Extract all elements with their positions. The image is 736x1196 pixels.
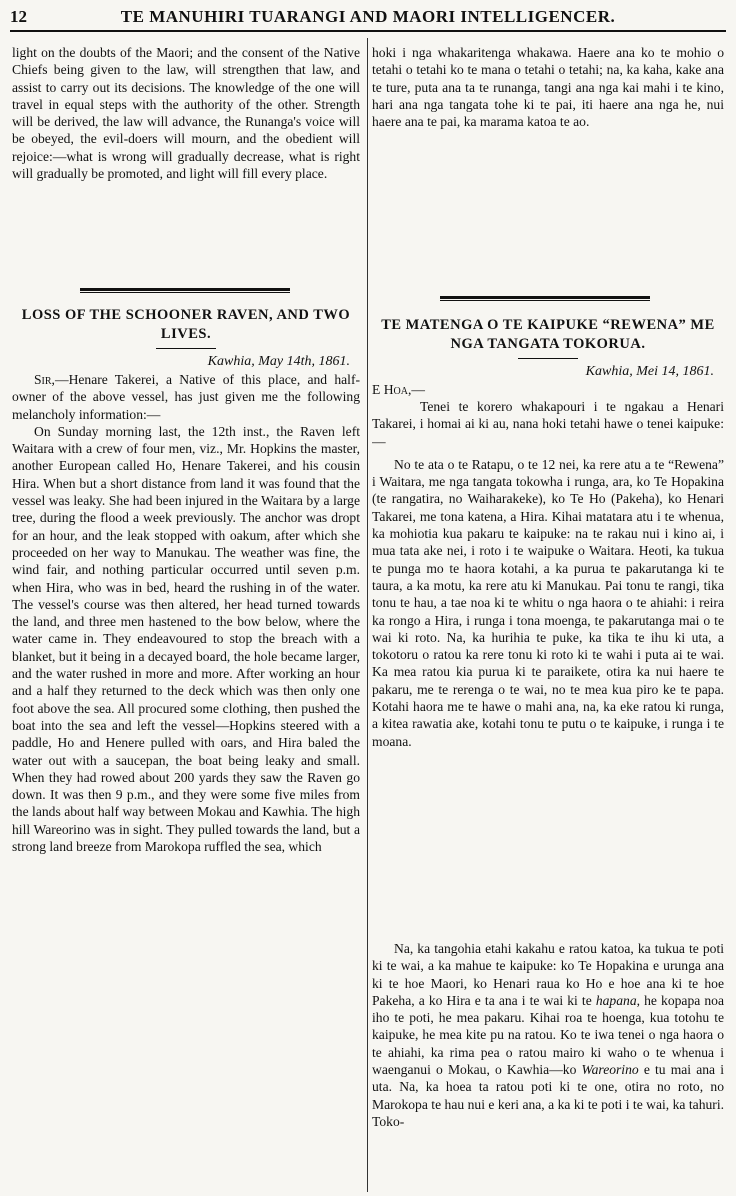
maori-body-text: Na, ka tangohia etahi kakahu e ratou katoa, ka tukua te poti ki te wai, a ka mahue te kaipuke: ko Te Hopakina e urunga ana ki te hoe Maori, ko Henari raua ko Ho e hoe ana ki te hoe Pakeha, a ko Hira e ta ana i te wai ki te xyxy=(372,941,724,1008)
heading-rule xyxy=(156,348,216,349)
maori-intro: Tenei te korero whakapouri i te ngakau a Henari Takarei, i homai ai ki au, nana hoki tetahi hawe o tenei kaipuke:— xyxy=(372,399,724,449)
left-continuation xyxy=(12,44,360,182)
english-intro-text: —Henare Takerei, a Native of this place, and half-owner of the above vessel, has just given me the following melancholy information:— xyxy=(12,372,360,422)
maori-article xyxy=(372,316,724,750)
maori-continuation-text: hoki i nga whakaritenga whakawa. Haere ana ko te mohio o tetahi o tetahi ko te mana o tetahi o tetahi; na, ka kaha, kake ana te ture, puta ana ta te runanga, tangi ana nga kai mahi i te kino, hari ana nga tangata tohe ki te pai, iti haere ana nga he, nui haere ana te pai, ka marama katoa te ao. xyxy=(372,45,724,130)
maori-dateline: Kawhia, Mei 14, 1861. xyxy=(585,364,714,379)
maori-italic-word: hapana xyxy=(595,992,637,1008)
maori-body-text: , he kopapa noa iho te poti, he mea pakaru. Kihai roa te hoenga, kua totohu te kaipuke, he mea kite pu na ratou. Ko te iwa tenei o nga haora o te ahiahi, ka rima pea o ratou mairo ki waho o te whenua i waenganui o Mokau, o Kawhia—ko xyxy=(372,992,724,1078)
english-continuation-text: light on the doubts of the Maori; and the consent of the Native Chiefs being given to the law, will strengthen that law, and assist to carry out its decisions. The knowledge of the one will travel in equal steps with the authority of the other. Strength will be derived, the law will advance, the Runanga's voice will be obeyed, the evil-doers will mourn, and the obedient will rejoice:—what is wrong will gradually decrease, what is right will gradually be promoted, and light will fill every place. xyxy=(12,45,360,182)
newspaper-title: TE MANUHIRI TUARANGI AND MAORI INTELLIGENCER. xyxy=(120,7,616,26)
english-article xyxy=(12,306,360,855)
english-intro xyxy=(12,371,360,423)
right-continuation xyxy=(372,44,724,130)
english-salutation: Sir, xyxy=(34,372,55,387)
column-divider xyxy=(367,38,368,1192)
english-article-heading: LOSS OF THE SCHOONER RAVEN, AND TWO LIVES. xyxy=(21,307,351,342)
heading-rule xyxy=(518,358,578,359)
maori-body-text: e tu mai ana i uta. Na, ka hoea ta ratou poti ki te one, otira no roto, no Marokopa te hau nui e keri ana, a ka ki te poti i te wai, ka tahuri. Toko- xyxy=(372,1062,724,1129)
maori-body-part-1: No te ata o te Ratapu, o te 12 nei, ka rere atu a te “Rewena” i Waitara, me nga tangata tokowha i runga, ara, ko Te Hopakina (te rangatira, no Waiharakeke), ko Te Ho (Pakeha), ko Henari Takarei, me tona katena, a Hira. Kihai matatara atu i te whenua, ka mohiotia kua pakaru te kaipuke: na te rakau nui i kino ai, i mua tata ake nei, i roto i te waipuke o Waitara. Heoti, ka tukua te punga mo te haora kotahi, a ka purua te pakarutanga ki te taura, a ka motu, ka rere atu ki Manukau. Pai tonu te rangi, tika tonu te hau, a tae noa ki te whitu o nga haora o te ahiahi: i reira ka rongo a Hira, i runga i tona moenga, te pakarutanga mai o te wai ki roto. Na, ka hurihia te puke, ka tika te ihu ki uta, a tokotoru o ratou ka rere tonu ki roto ki te wahi i puta ai te wai. Ka mea ratou kia purua ki te paraikete, otira ka nui haere te pakaru, me te rerenga o te wai, no te mea kua piro ke te papa. Kotahi haora me te hawe o mahi ana, na, ka eke ratou ki runga, a kitea rawatia ake, kotahi tonu te putu o te kaipuke, i runga i te moana. xyxy=(372,456,724,749)
maori-body-part-2 xyxy=(372,940,724,1130)
page-header xyxy=(10,4,726,32)
english-body: On Sunday morning last, the 12th inst., the Raven left Waitara with a crew of four men, viz., Mr. Hopkins the master, another European called Ho, Henare Takerei, and his cousin Hira. When but a short distance from land it was found that the vessel was leaky. She had been injured in the Waitara by a large tree, during the flood a week previously. The anchor was dropt for an hour, and the leak stopped with oakum, after which she proceeded on her way to Manukau. The weather was fine, the wind fair, and nothing particular occurred until seven p.m. when Hira, who was in bed, heard the rushing in of the water. The vessel's course was then altered, her head turned towards the land, and three men hastened to the bow below, where the water came in. They endeavoured to stop the breach with a blanket, but it being in a decayed board, the hole became larger, and the water rushed in more and more. After working an hour and a half they returned to the deck which was then only one foot above the sea. All procured some clothing, then pushed the boat into the sea and left the vessel—Hopkins steered with a paddle, Ho and Henere pulled with oars, and Hira baled the water out with a saucepan, the boat being leaky and small. When they had rowed about 200 yards they saw the Raven go down. It was then 9 p.m., and they were some five miles from the lands about half way between Mokau and Kawhia. The high hill Wareorino was in sight. They pulled towards the land, but a strong land breeze from Marokopa ruffled the sea, which xyxy=(12,423,360,855)
maori-italic-word: Wareorino xyxy=(581,1062,639,1078)
section-rule xyxy=(80,288,290,293)
english-dateline: Kawhia, May 14th, 1861. xyxy=(207,354,350,369)
page-number: 12 xyxy=(10,7,27,26)
maori-salutation: E Hoa,— xyxy=(372,382,425,397)
maori-article-continued xyxy=(372,940,724,1130)
section-rule xyxy=(440,296,650,301)
maori-article-heading: TE MATENGA O TE KAIPUKE “REWENA” ME NGA TANGATA TOKORUA. xyxy=(381,317,715,352)
